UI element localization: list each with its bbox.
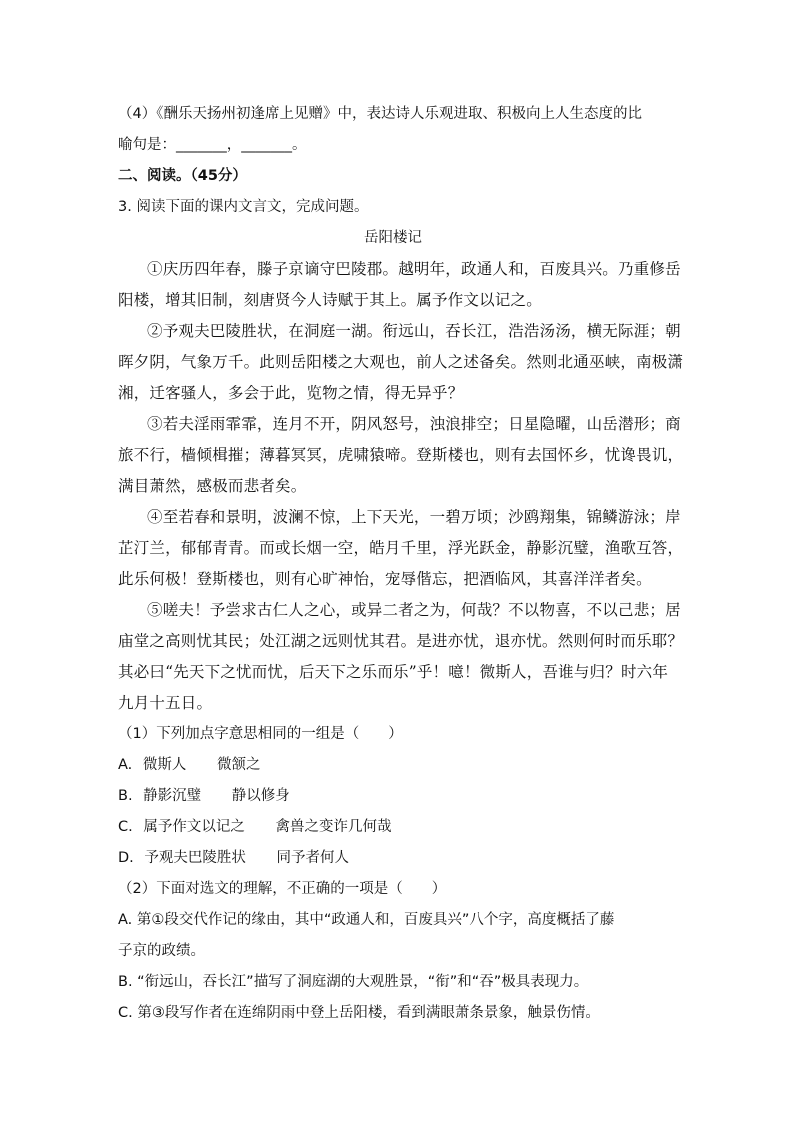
sub1-option-b <box>118 786 290 806</box>
sub-question-2-stem: （2）下面对选文的理解，不正确的一项是（ ） <box>118 881 447 897</box>
option-label: B. <box>118 788 133 804</box>
option-right-text: 微颔之 <box>217 757 261 773</box>
option-label: C. <box>118 819 133 835</box>
sub2-option-a-line-2: 子京的政绩。 <box>118 943 205 959</box>
q4-line-1: （4）《酬乐天扬州初逢席上见赠》中，表达诗人乐观进取、积极向上人生态度的比 <box>118 106 642 122</box>
option-label: D. <box>118 850 134 866</box>
passage-p1-line-1: ①庆历四年春，滕子京谪守巴陵郡。越明年，政通人和，百废具兴。乃重修岳 <box>147 260 681 278</box>
section-heading: 二、阅读。（45分） <box>118 168 247 184</box>
passage-p5-line-1: ⑤嗟夫！予尝求古仁人之心，或异二者之为，何哉？不以物喜，不以己悲；居 <box>147 601 681 619</box>
passage-p4-line-3: 此乐何极！登斯楼也，则有心旷神怡，宠辱偕忘，把酒临风，其喜洋洋者矣。 <box>118 570 652 588</box>
q4-line-2: 喻句是：_______，_______。 <box>118 137 307 153</box>
option-left-text: 属予作文以记之 <box>143 819 245 835</box>
passage-p2-line-1: ②予观夫巴陵胜状，在洞庭一湖。衔远山，吞长江，浩浩汤汤，横无际涯；朝 <box>147 322 681 340</box>
passage-p3-line-3: 满目萧然，感极而悲者矣。 <box>118 477 307 495</box>
passage-p5-line-3: 其必曰“先天下之忧而忧，后天下之乐而乐”乎！噫！微斯人，吾谁与归？时六年 <box>118 663 669 681</box>
passage-p1-line-2: 阳楼，增其旧制，刻唐贤今人诗赋于其上。属予作文以记之。 <box>118 291 542 309</box>
question-3-prompt: 3. 阅读下面的课内文言文，完成问题。 <box>118 199 369 215</box>
option-right-text: 禽兽之变诈几何哉 <box>275 819 392 835</box>
option-left-text: 微斯人 <box>142 757 187 773</box>
passage-p5-line-4: 九月十五日。 <box>118 694 213 712</box>
option-left-text: 予观夫巴陵胜状 <box>144 850 246 866</box>
sub2-option-b: B. “衔远山，吞长江”描写了洞庭湖的大观胜景，“衔”和“吞”极具表现力。 <box>118 974 589 990</box>
sub2-option-c: C. 第③段写作者在连绵阴雨中登上岳阳楼，看到满眼萧条景象，触景伤情。 <box>118 1005 600 1021</box>
passage-p2-line-2: 晖夕阴，气象万千。此则岳阳楼之大观也，前人之述备矣。然则北通巫峡，南极潇 <box>118 353 684 371</box>
sub1-option-c <box>118 817 391 837</box>
option-left-text: 静影沉璧 <box>143 788 202 804</box>
option-right-text: 同予者何人 <box>276 850 349 866</box>
passage-p5-line-2: 庙堂之高则忧其民；处江湖之远则忧其君。是进亦忧，退亦忧。然则何时而乐耶？ <box>118 632 684 650</box>
sub-question-1-stem: （1）下列加点字意思相同的一组是（ ） <box>118 726 403 742</box>
passage-p3-line-1: ③若夫淫雨霏霏，连月不开，阴风怒号，浊浪排空；日星隐曜，山岳潜形；商 <box>147 415 681 433</box>
sub2-option-a-line-1: A. 第①段交代作记的缘由，其中“政通人和，百废具兴”八个字，高度概括了藤 <box>118 912 615 928</box>
passage-p4-line-1: ④至若春和景明，波澜不惊，上下天光，一碧万顷；沙鸥翔集，锦鳞游泳；岸 <box>147 508 681 526</box>
option-right-text: 静以修身 <box>231 788 290 804</box>
passage-title: 岳阳楼记 <box>364 230 422 246</box>
passage-p2-line-3: 湘，迁客骚人，多会于此，览物之情，得无异乎？ <box>118 384 464 402</box>
passage-p3-line-2: 旅不行，樯倾楫摧；薄暮冥冥，虎啸猿啼。登斯楼也，则有去国怀乡，忧谗畏讥， <box>118 446 684 464</box>
sub1-option-d <box>118 848 349 868</box>
option-label: A. <box>118 757 133 773</box>
sub1-option-a <box>118 755 261 775</box>
passage-p4-line-2: 芷汀兰，郁郁青青。而或长烟一空，皓月千里，浮光跃金，静影沉璧，渔歌互答， <box>118 539 684 557</box>
